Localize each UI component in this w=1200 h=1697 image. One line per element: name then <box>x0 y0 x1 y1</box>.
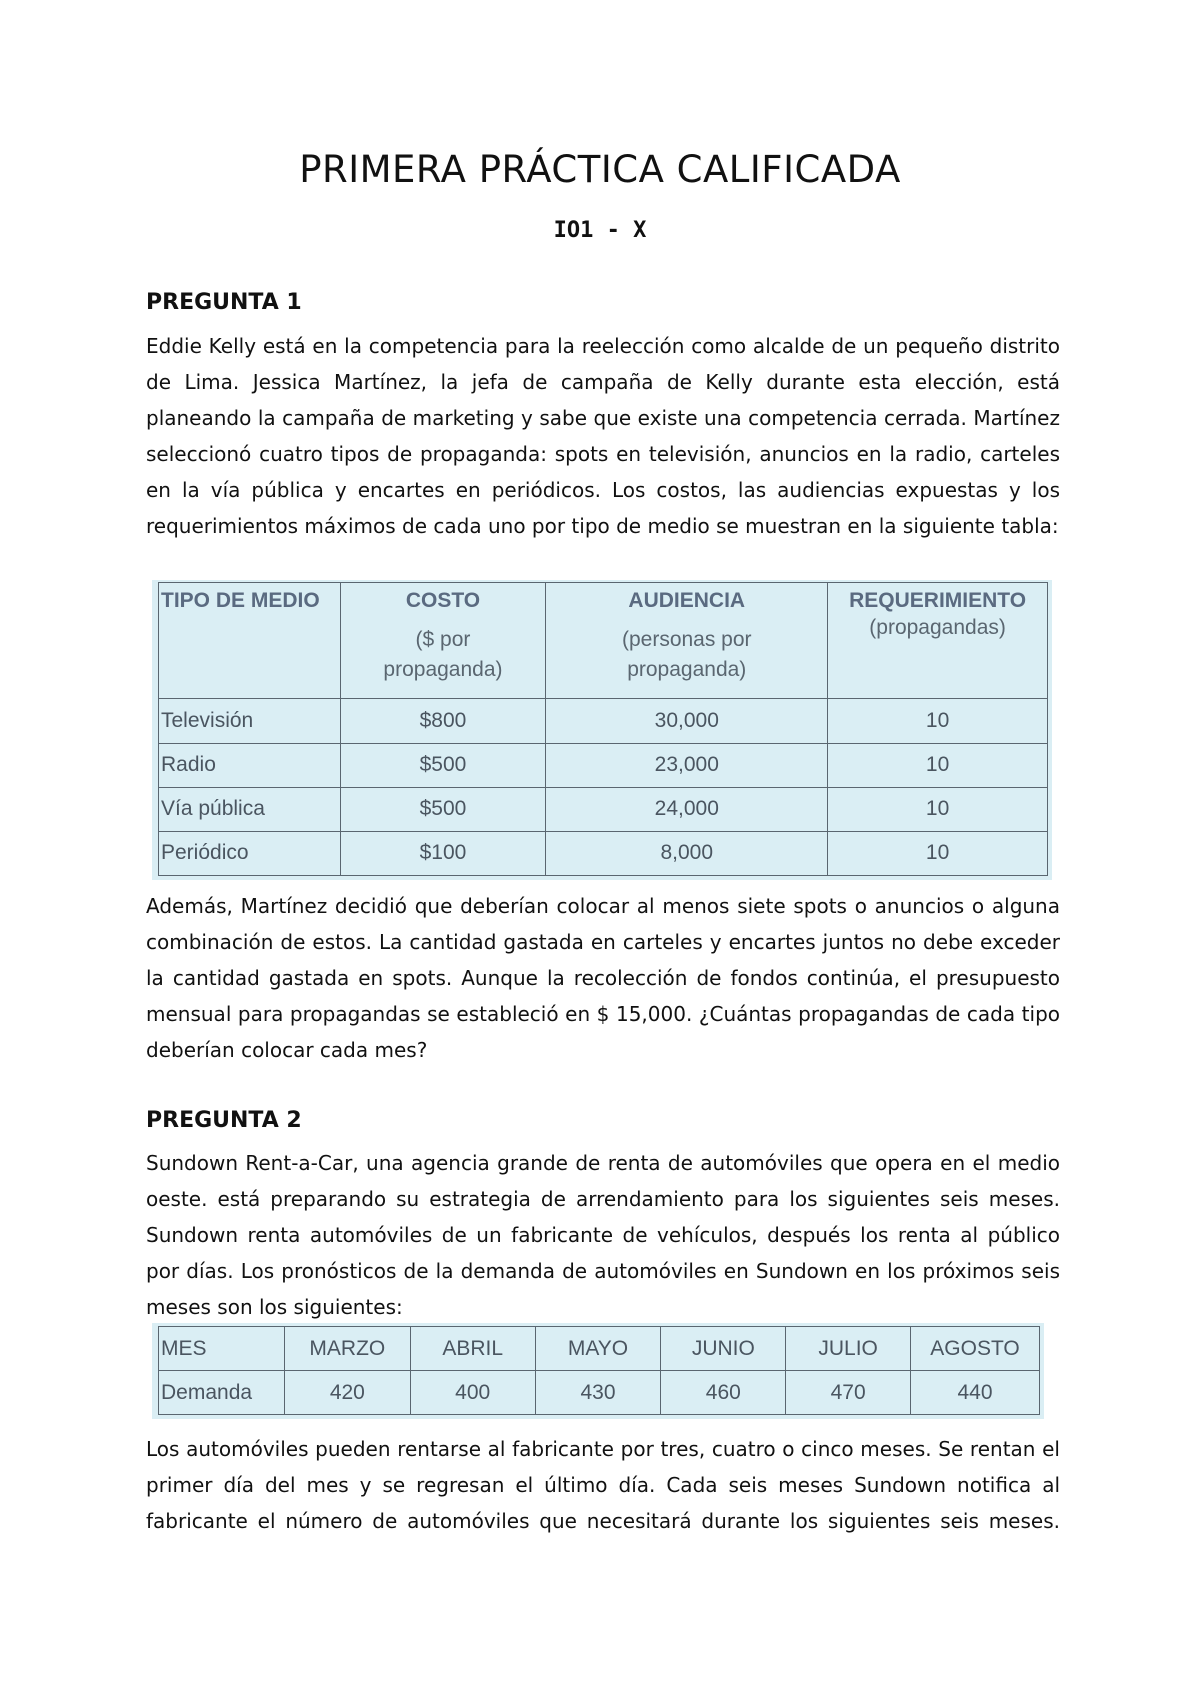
cell-demand: 460 <box>661 1371 786 1415</box>
cell-audience: 23,000 <box>546 743 828 787</box>
header-requerimiento: REQUERIMIENTO (propagandas) <box>828 583 1048 699</box>
header-costo: COSTO ($ por propaganda) <box>340 583 546 699</box>
cell-media: Periódico <box>159 831 341 875</box>
cell-demand: 420 <box>284 1371 410 1415</box>
cell-audience: 8,000 <box>546 831 828 875</box>
header-month: MAYO <box>535 1327 661 1371</box>
cell-audience: 24,000 <box>546 787 828 831</box>
table-row <box>159 743 1048 787</box>
table-row <box>159 787 1048 831</box>
demand-table <box>158 1326 1040 1415</box>
cell-media: Radio <box>159 743 341 787</box>
header-tipo-medio: TIPO DE MEDIO <box>159 583 341 699</box>
table-row <box>159 1371 1040 1415</box>
cell-cost: $500 <box>340 787 546 831</box>
question-2-intro: Sundown Rent-a-Car, una agencia grande de renta de automóviles que opera en el medio oeste. está preparando su estrategia de arrendamiento para los siguientes seis meses. Sundown renta automóviles de un fabricante de vehículos, después los renta al público por días. Los pronósticos de la demanda de automóviles en Sundown en los próximos seis meses son los siguientes: <box>146 1151 1060 1319</box>
table-row <box>159 831 1048 875</box>
question-2-body: Los automóviles pueden rentarse al fabricante por tres, cuatro o cinco meses. Se rentan el primer día del mes y se regresan el último día. Cada seis meses Sundown notifica al fabricante el número de automóviles que necesitará durante los siguientes seis meses. <box>146 1437 1060 1533</box>
cell-requirement: 10 <box>828 699 1048 743</box>
question-1-heading: PREGUNTA 1 <box>146 290 302 315</box>
page-title: PRIMERA PRÁCTICA CALIFICADA <box>299 148 901 191</box>
cell-cost: $800 <box>340 699 546 743</box>
cell-demand: 440 <box>911 1371 1040 1415</box>
media-table-header-row <box>159 583 1048 699</box>
header-month: JULIO <box>786 1327 911 1371</box>
media-table <box>158 582 1048 876</box>
demand-table-header-row <box>159 1327 1040 1371</box>
header-month: JUNIO <box>661 1327 786 1371</box>
header-month: AGOSTO <box>911 1327 1040 1371</box>
header-audiencia: AUDIENCIA (personas por propaganda) <box>546 583 828 699</box>
page-subtitle: IO1 - X <box>553 218 647 243</box>
question-1-body: Además, Martínez decidió que deberían colocar al menos siete spots o anuncios o alguna combinación de estos. La cantidad gastada en carteles y encartes juntos no debe exceder la cantidad gastada en spots. Aunque la recolección de fondos continúa, el presupuesto mensual para propagandas se estableció en $ 15,000. ¿Cuántas propagandas de cada tipo deberían colocar cada mes? <box>146 894 1060 1062</box>
cell-demand: 430 <box>535 1371 661 1415</box>
cell-requirement: 10 <box>828 787 1048 831</box>
header-month: MARZO <box>284 1327 410 1371</box>
header-month: ABRIL <box>410 1327 535 1371</box>
cell-cost: $100 <box>340 831 546 875</box>
cell-demand: 400 <box>410 1371 535 1415</box>
cell-media: Vía pública <box>159 787 341 831</box>
cell-demand: 470 <box>786 1371 911 1415</box>
cell-requirement: 10 <box>828 743 1048 787</box>
cell-audience: 30,000 <box>546 699 828 743</box>
cell-cost: $500 <box>340 743 546 787</box>
header-mes: MES <box>159 1327 285 1371</box>
table-row <box>159 699 1048 743</box>
cell-requirement: 10 <box>828 831 1048 875</box>
question-1-intro: Eddie Kelly está en la competencia para la reelección como alcalde de un pequeño distrito de Lima. Jessica Martínez, la jefa de campaña de Kelly durante esta elección, está planeando la campaña de marketing y sabe que existe una competencia cerrada. Martínez seleccionó cuatro tipos de propaganda: spots en televisión, anuncios en la radio, carteles en la vía pública y encartes en periódicos. Los costos, las audiencias expuestas y los requerimientos máximos de cada uno por tipo de medio se muestran en la siguiente tabla: <box>146 334 1060 538</box>
question-2-heading: PREGUNTA 2 <box>146 1108 302 1133</box>
cell-demanda-label: Demanda <box>159 1371 285 1415</box>
cell-media: Televisión <box>159 699 341 743</box>
